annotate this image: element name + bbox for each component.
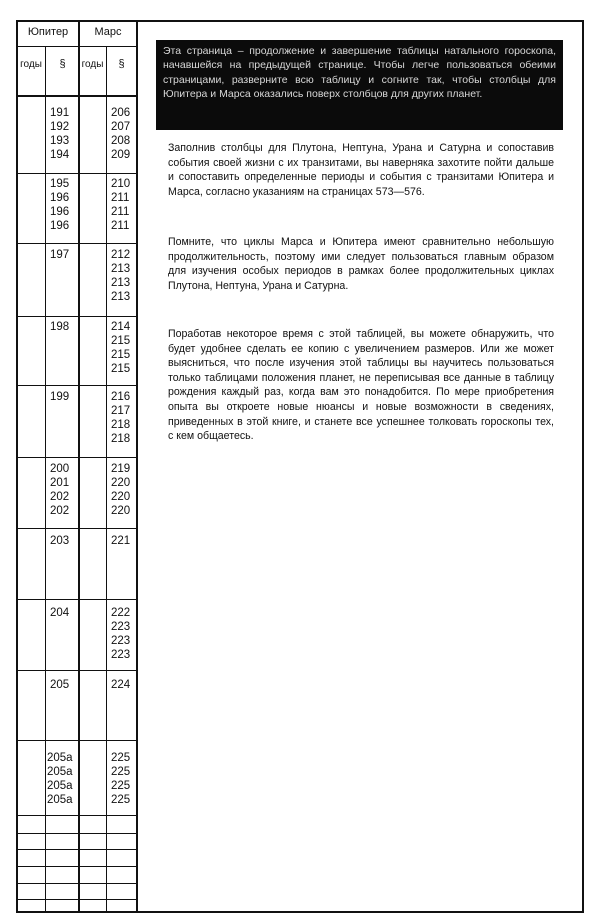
grid-hline (16, 243, 136, 244)
grid-vline (78, 20, 80, 913)
jupiter-section-cell: 205a 205a 205a 205a (47, 752, 73, 806)
jupiter-section-cell: 203 (50, 535, 70, 547)
jupiter-section-cell: 200 201 202 202 (50, 463, 70, 517)
grid-hline (16, 866, 136, 867)
mars-section-cell: 212 213 213 213 (111, 249, 131, 303)
paragraph-1: Заполнив столбцы для Плутона, Нептуна, Урана и Сатурна и сопоставив события своей жизни с их транзитами, вы наверняка захотите пойти дальше и сопоставить определенные периоды и события с транзитами Юпитера и Марса, согласно указаниям на страницах 573—576. (168, 142, 554, 198)
grid-vline (45, 47, 46, 913)
mars-section-cell: 224 (111, 679, 131, 691)
grid-hline (16, 883, 136, 884)
grid-hline (16, 173, 136, 174)
header-mars-section: § (118, 58, 125, 70)
jupiter-section-cell: 191 192 193 194 (50, 107, 70, 161)
jupiter-section-cell: 195 196 196 196 (50, 178, 70, 232)
grid-hline (16, 740, 136, 741)
mars-section-cell: 216 217 218 218 (111, 391, 131, 445)
jupiter-section-cell: 199 (50, 391, 70, 403)
mars-section-cell: 225 225 225 225 (111, 752, 131, 806)
grid-vline (136, 20, 138, 913)
header-jupiter-section: § (59, 58, 66, 70)
mars-section-cell: 222 223 223 223 (111, 607, 131, 661)
grid-hline (16, 833, 136, 834)
grid-hline (16, 599, 136, 600)
grid-hline (16, 815, 136, 816)
jupiter-section-cell: 197 (50, 249, 70, 261)
paragraph-3: Поработав некоторое время с этой таблицей, вы можете обнаружить, что будет удобнее сделать ее копию с увеличением размеров. Или же может выясниться, что после изучения этой таблицы вы научитесь пользоваться только таблицами положения планет, не переписывая все данные в таблицу рождения каждый раз, когда вам это понадобится. По мере приобретения опыта вы откроете новые нюансы и новые возможности в сведениях, приведенных в этой книге, и станете все успешнее толковать гороскопы тех, с кем общаетесь. (168, 328, 554, 443)
grid-hline (16, 899, 136, 900)
grid-hline (16, 385, 136, 386)
header-mars: Марс (94, 26, 122, 38)
mars-section-cell: 219 220 220 220 (111, 463, 131, 517)
jupiter-section-cell: 204 (50, 607, 70, 619)
grid-hline (16, 849, 136, 850)
grid-hline (16, 46, 136, 47)
notice-box: Эта страница – продолжение и завершение таблицы натального гороскопа, начавшейся на предыдущей странице. Чтобы легче пользоваться обеими страницами, разверните всю таблицу и согните так, чтобы столбцы для Юпитера и Марса оказались поверх столбцов для других планет. (156, 40, 563, 130)
mars-section-cell: 221 (111, 535, 131, 547)
grid-hline (16, 316, 136, 317)
mars-section-cell: 214 215 215 215 (111, 321, 131, 375)
grid-vline (106, 47, 107, 913)
header-mars-years: годы (81, 59, 104, 70)
jupiter-section-cell: 198 (50, 321, 70, 333)
header-jupiter-years: годы (20, 59, 42, 70)
paragraph-2: Помните, что циклы Марса и Юпитера имеют сравнительно небольшую продолжительность, поэтому ими следует пользоваться главным образом для изучения особых периодов в рамках более продолжительных циклах Плутона, Нептуна, Урана и Сатурна. (168, 236, 554, 292)
grid-hline (16, 528, 136, 529)
grid-hline (16, 95, 136, 97)
mars-section-cell: 210 211 211 211 (111, 178, 131, 232)
grid-hline (16, 457, 136, 458)
mars-section-cell: 206 207 208 209 (111, 107, 131, 161)
grid-hline (16, 670, 136, 671)
jupiter-section-cell: 205 (50, 679, 70, 691)
header-jupiter: Юпитер (27, 26, 69, 38)
